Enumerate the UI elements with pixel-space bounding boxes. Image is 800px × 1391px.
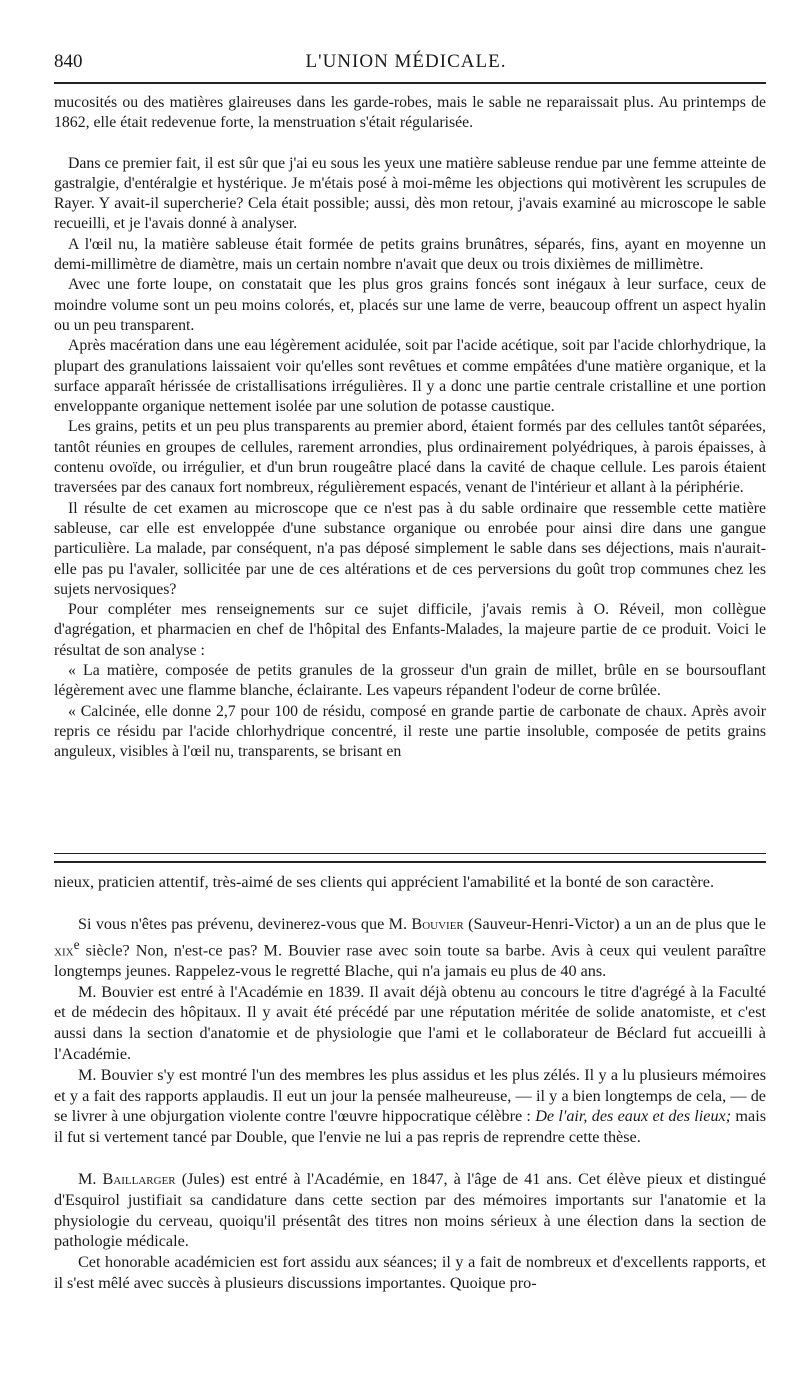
paragraph: Après macération dans une eau légèrement acidulée, soit par l'acide acétique, soit par l'acide chlorhydrique, la plupart des granulations laissaient voir qu'elles sont revêtues et comme empâtées d'une matière organique, et la surface apparaît hérissée de cristallisations irrégulières. Il y a donc une partie centrale cristalline et une portion enveloppante organique nettement isolée par une solution de potasse caustique. [54, 337, 766, 416]
feuilleton-separator [54, 853, 766, 863]
paragraph: M. Bouvier s'y est montré l'un des membres les plus assidus et les plus zélés. Il y a lu plusieurs mémoires et y a fait des rapports applaudis. Il eut un jour la pensée malheureuse, — il y a bien longtemps de cela, — de se livrer à une objurgation violente contre l'œuvre hippocratique célèbre : De l'air, des eaux et des lieux; mais il fut si vertement tancé par Double, que l'envie ne lui a pas repris de reprendre cette thèse. [54, 1065, 766, 1147]
paragraph: nieux, praticien attentif, très-aimé de ses clients qui apprécient l'amabilité et la bonté de son caractère. [54, 873, 715, 891]
paragraph: Il résulte de cet examen au microscope que ce n'est pas à du sable ordinaire que ressemble cette matière sableuse, car elle est enveloppée d'une substance organique ou enrobée pour ainsi dire dans une gangue particulière. La malade, par conséquent, n'a pas déposé simplement le sable dans ses déjections, mais n'aurait-elle pas pu l'avaler, sollicitée par une de ces altérations et de ces perversions du goût trop communes chez les sujets nervosiques? [54, 499, 766, 598]
century-numeral: xix [54, 940, 74, 959]
paragraph: Cet honorable académicien est fort assidu aux séances; il y a fait de nombreux et d'excellents rapports, et il s'est mêlé avec succès à plusieurs discussions importantes. Quoique pro- [54, 1253, 766, 1292]
person-name: Bouvier [411, 914, 464, 933]
person-name: Baillarger [102, 1169, 176, 1188]
paragraph: M. Baillarger (Jules) est entré à l'Académie, en 1847, à l'âge de 41 ans. Cet élève pieux et distingué d'Esquirol justifiait sa candidature dans cette section par des mémoires importants sur l'anatomie et la physiologie du cerveau, quoiqu'il présentât des titres non moins sérieux à une élection dans la section de pathologie médicale. [54, 1169, 766, 1251]
paragraph: A l'œil nu, la matière sableuse était formée de petits grains brunâtres, séparés, fins, ayant en moyenne un demi-millimètre de diamètre, mais un certain nombre n'avait que deux ou trois dixièmes de millimètre. [54, 235, 766, 274]
page-number: 840 [54, 51, 83, 72]
paragraph: « Calcinée, elle donne 2,7 pour 100 de résidu, composé en grande partie de carbonate de chaux. Après avoir repris ce résidu par l'acide chlorhydrique concentré, il reste une partie insoluble, composée de petits grains anguleux, visibles à l'œil nu, transparents, se brisant en [54, 702, 766, 761]
paragraph: mucosités ou des matières glaireuses dans les garde-robes, mais le sable ne reparaissait plus. Au printemps de 1862, elle était redevenue forte, la menstruation s'était régularisée. [54, 94, 766, 132]
paragraph: Dans ce premier fait, il est sûr que j'ai eu sous les yeux une matière sableuse rendue par une femme atteinte de gastralgie, d'entéralgie et hystérique. Je m'étais posé à moi-même les objections qui motivèrent les scrupules de Rayer. Y avait-il supercherie? Cela était possible; aussi, dès mon retour, j'avais examiné au microscope le sable recueilli, et je l'avais donné à analyser. [54, 154, 766, 233]
journal-title: L'UNION MÉDICALE. [305, 51, 507, 72]
header-rule [54, 82, 766, 84]
paragraph: M. Bouvier est entré à l'Académie en 1839. Il avait déjà obtenu au concours le titre d'agrégé à la Faculté et de médecin des hôpitaux. Il y avait été précédé par une réputation méritée de solide anatomiste, et c'est aussi dans la section d'anatomie et de physiologie que l'ami et le collaborateur de Béclard fut accueilli à l'Académie. [54, 982, 766, 1063]
paragraph: « La matière, composée de petits granules de la grosseur d'un grain de millet, brûle en se boursouflant légèrement avec une flamme blanche, éclairante. Les vapeurs répandent l'odeur de corne brûlée. [54, 662, 766, 700]
main-article [54, 93, 766, 763]
feuilleton-section [54, 872, 766, 1294]
page-header [54, 47, 758, 77]
paragraph: Pour compléter mes renseignements sur ce sujet difficile, j'avais remis à O. Réveil, mon collègue d'agrégation, et pharmacien en chef de l'hôpital des Enfants-Malades, la majeure partie de ce produit. Voici le résultat de son analyse : [54, 601, 766, 659]
work-title: De l'air, des eaux et des lieux; [535, 1107, 732, 1126]
paragraph: Les grains, petits et un peu plus transparents au premier abord, étaient formés par des cellules tantôt séparées, tantôt réunies en groupes de cellules, rarement arrondies, plus ordinairement polyédriques, à parois épaisses, à contenu ovoïde, ou irrégulier, et d'un brun rougeâtre placé dans la cavité de chaque cellule. Les parois étaient traversées par des canaux fort nombreux, régulièrement espacés, venant de l'intérieur et allant à la périphérie. [54, 418, 766, 497]
paragraph: Avec une forte loupe, on constatait que les plus gros grains foncés sont inégaux à leur surface, ceux de moindre volume sont un peu moins colorés, et, placés sur une lame de verre, beaucoup offrent un aspect hyalin ou un peu transparent. [54, 276, 766, 334]
paragraph: Si vous n'êtes pas prévenu, devinerez-vous que M. Bouvier (Sauveur-Henri-Victor) a un an de plus que le xix$^e$ siècle? Non, n'est-ce pas? M. Bouvier rase avec soin toute sa barbe. Avis à ceux qui veulent paraître longtemps jeunes. Rappelez-vous le regretté Blache, qui n'a jamais eu plus de 40 ans. [54, 914, 766, 980]
